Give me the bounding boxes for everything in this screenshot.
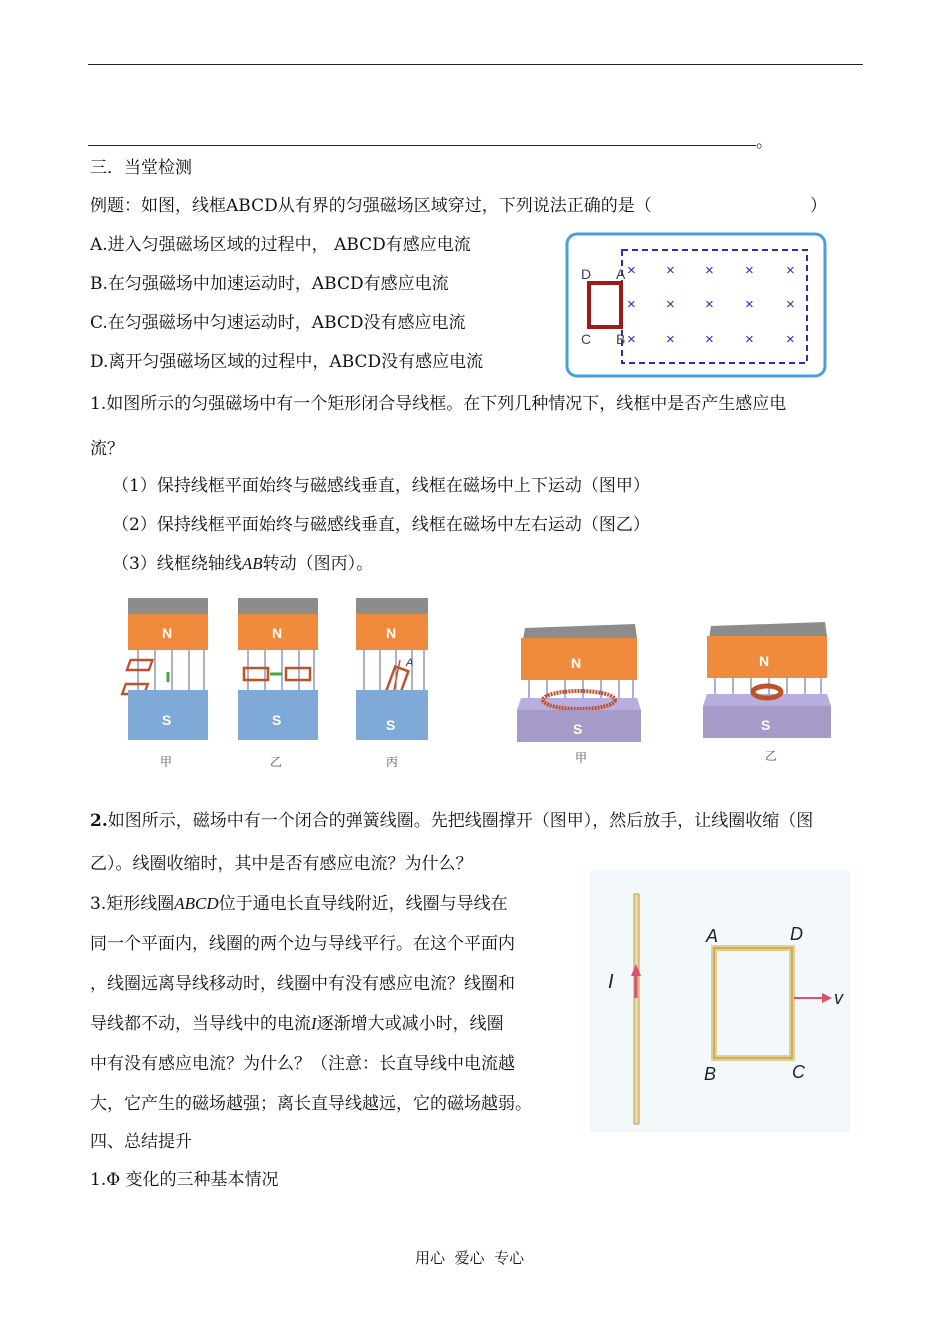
coil-frame xyxy=(286,668,310,680)
label-b: B xyxy=(616,331,626,347)
label-d: D xyxy=(581,266,592,282)
section-3-heading: 三．当堂检测 xyxy=(90,158,192,178)
north-label: N xyxy=(386,625,397,641)
q3-line-1-prefix: 3.矩形线圈 xyxy=(90,894,175,914)
wire-coil-figure xyxy=(590,870,850,1132)
south-label: S xyxy=(761,717,771,733)
q2-number: 2. xyxy=(90,811,108,831)
field-mark: × xyxy=(745,331,754,348)
q3-line-5: 中有没有感应电流？为什么？（注意：长直导线中电流越 xyxy=(90,1054,515,1074)
q1-item-3-axis: AB xyxy=(241,554,263,573)
q1-item-3-prefix: （3）线框绕轴线 xyxy=(112,554,242,574)
magnet-setup-jia xyxy=(122,598,208,769)
q1-line-1: 1.如图所示的匀强磁场中有一个矩形闭合导线框。在下列几种情况下，线框中是否产生感应电 xyxy=(90,394,787,414)
field-mark: × xyxy=(627,262,636,279)
example-field-figure xyxy=(565,232,827,378)
north-label: N xyxy=(272,625,283,641)
axis-label-a: A xyxy=(406,657,414,669)
example-stem-text: 例题：如图，线框ABCD从有界的匀强磁场区域穿过，下列说法正确的是（ xyxy=(90,196,652,216)
field-mark: × xyxy=(745,262,754,279)
caption-yi-right: 乙 xyxy=(765,749,778,763)
q2-line-1-text: 如图所示，磁场中有一个闭合的弹簧线圈。先把线圈撑开（图甲），然后放手，让线圈收缩（图 xyxy=(107,811,814,831)
q1-item-2: （2）保持线框平面始终与磁感线垂直，线框在磁场中左右运动（图乙） xyxy=(112,515,650,535)
straight-wire xyxy=(634,894,639,1124)
spring-coil-jia xyxy=(517,624,641,765)
current-label: I xyxy=(608,971,614,993)
south-label: S xyxy=(162,712,172,728)
field-mark: × xyxy=(666,296,675,313)
q3-line-4-prefix: 导线都不动，当导线中的电流 xyxy=(90,1014,311,1034)
example-stem xyxy=(90,194,652,218)
q1-line-2: 流？ xyxy=(90,439,124,459)
spring-coil-yi xyxy=(703,622,831,763)
magnet-setup-bing xyxy=(356,598,428,769)
south-label: S xyxy=(272,712,282,728)
answer-line-2 xyxy=(88,145,756,146)
section-4-heading: 四、总结提升 xyxy=(90,1132,192,1152)
north-label: N xyxy=(571,655,582,671)
q2-line-1 xyxy=(90,809,813,833)
field-mark: × xyxy=(666,331,675,348)
magnet-figures-left xyxy=(110,590,455,775)
example-blank-close: ） xyxy=(810,196,827,216)
q3-line-1-suffix: 位于通电长直导线附近，线圈与导线在 xyxy=(218,894,508,914)
field-mark: × xyxy=(745,296,754,313)
coil-label-c: C xyxy=(792,1062,805,1082)
coil-frame xyxy=(127,660,153,670)
coil-label-d: D xyxy=(790,924,803,944)
field-mark: × xyxy=(786,296,795,313)
north-label: N xyxy=(759,653,770,669)
example-option-c: C.在匀强磁场中匀速运动时，ABCD没有感应电流 xyxy=(90,313,466,333)
label-a: A xyxy=(616,266,626,282)
q3-line-4-suffix: 逐渐增大或减小时，线圈 xyxy=(316,1014,504,1034)
magnet-setup-yi xyxy=(238,598,318,769)
spring-coil-contracted xyxy=(753,686,781,698)
q3-line-4 xyxy=(90,1012,504,1036)
south-label: S xyxy=(573,721,583,737)
section-4-item-1: 1.Φ 变化的三种基本情况 xyxy=(90,1170,279,1190)
q1-item-3 xyxy=(112,552,373,576)
magnet-figures-right xyxy=(505,600,850,770)
label-c: C xyxy=(581,331,592,347)
example-option-b: B.在匀强磁场中加速运动时，ABCD有感应电流 xyxy=(90,274,449,294)
south-label: S xyxy=(386,717,396,733)
velocity-label: v xyxy=(834,988,843,1008)
field-mark: × xyxy=(705,262,714,279)
q3-line-6: 大，它产生的磁场越强；离长直导线越远，它的磁场越弱。 xyxy=(90,1094,532,1114)
q3-line-2: 同一个平面内，线圈的两个边与导线平行。在这个平面内 xyxy=(90,934,515,954)
north-label: N xyxy=(162,625,173,641)
example-option-a: A.进入匀强磁场区域的过程中， ABCD有感应电流 xyxy=(90,235,471,255)
field-mark: × xyxy=(627,296,636,313)
field-mark: × xyxy=(627,331,636,348)
q1-item-3-suffix: 转动（图丙）。 xyxy=(262,554,374,574)
q2-line-2: 乙）。线圈收缩时，其中是否有感应电流？为什么？ xyxy=(90,854,473,874)
coil-label-b: B xyxy=(704,1064,717,1084)
q3-line-1 xyxy=(90,892,508,916)
field-mark: × xyxy=(666,262,675,279)
q3-current-symbol: I xyxy=(311,1014,317,1033)
caption-yi: 乙 xyxy=(270,755,283,769)
answer-line-1 xyxy=(88,64,863,65)
field-mark: × xyxy=(786,262,795,279)
field-mark: × xyxy=(705,296,714,313)
q3-coil-name: ABCD xyxy=(174,894,219,913)
field-mark: × xyxy=(705,331,714,348)
example-option-d: D.离开匀强磁场区域的过程中，ABCD没有感应电流 xyxy=(90,352,484,372)
q1-item-1: （1）保持线框平面始终与磁感线垂直，线框在磁场中上下运动（图甲） xyxy=(112,476,650,496)
field-mark: × xyxy=(786,331,795,348)
coil-label-a: A xyxy=(706,926,719,946)
caption-bing: 丙 xyxy=(386,755,399,769)
q3-line-3: ，线圈远离导线移动时，线圈中有没有感应电流？线圈和 xyxy=(90,974,515,994)
page-footer: 用心 爱心 专心 xyxy=(415,1249,525,1267)
answer-line-period: 。 xyxy=(756,132,773,152)
caption-jia: 甲 xyxy=(160,755,173,769)
caption-jia-right: 甲 xyxy=(575,751,588,765)
